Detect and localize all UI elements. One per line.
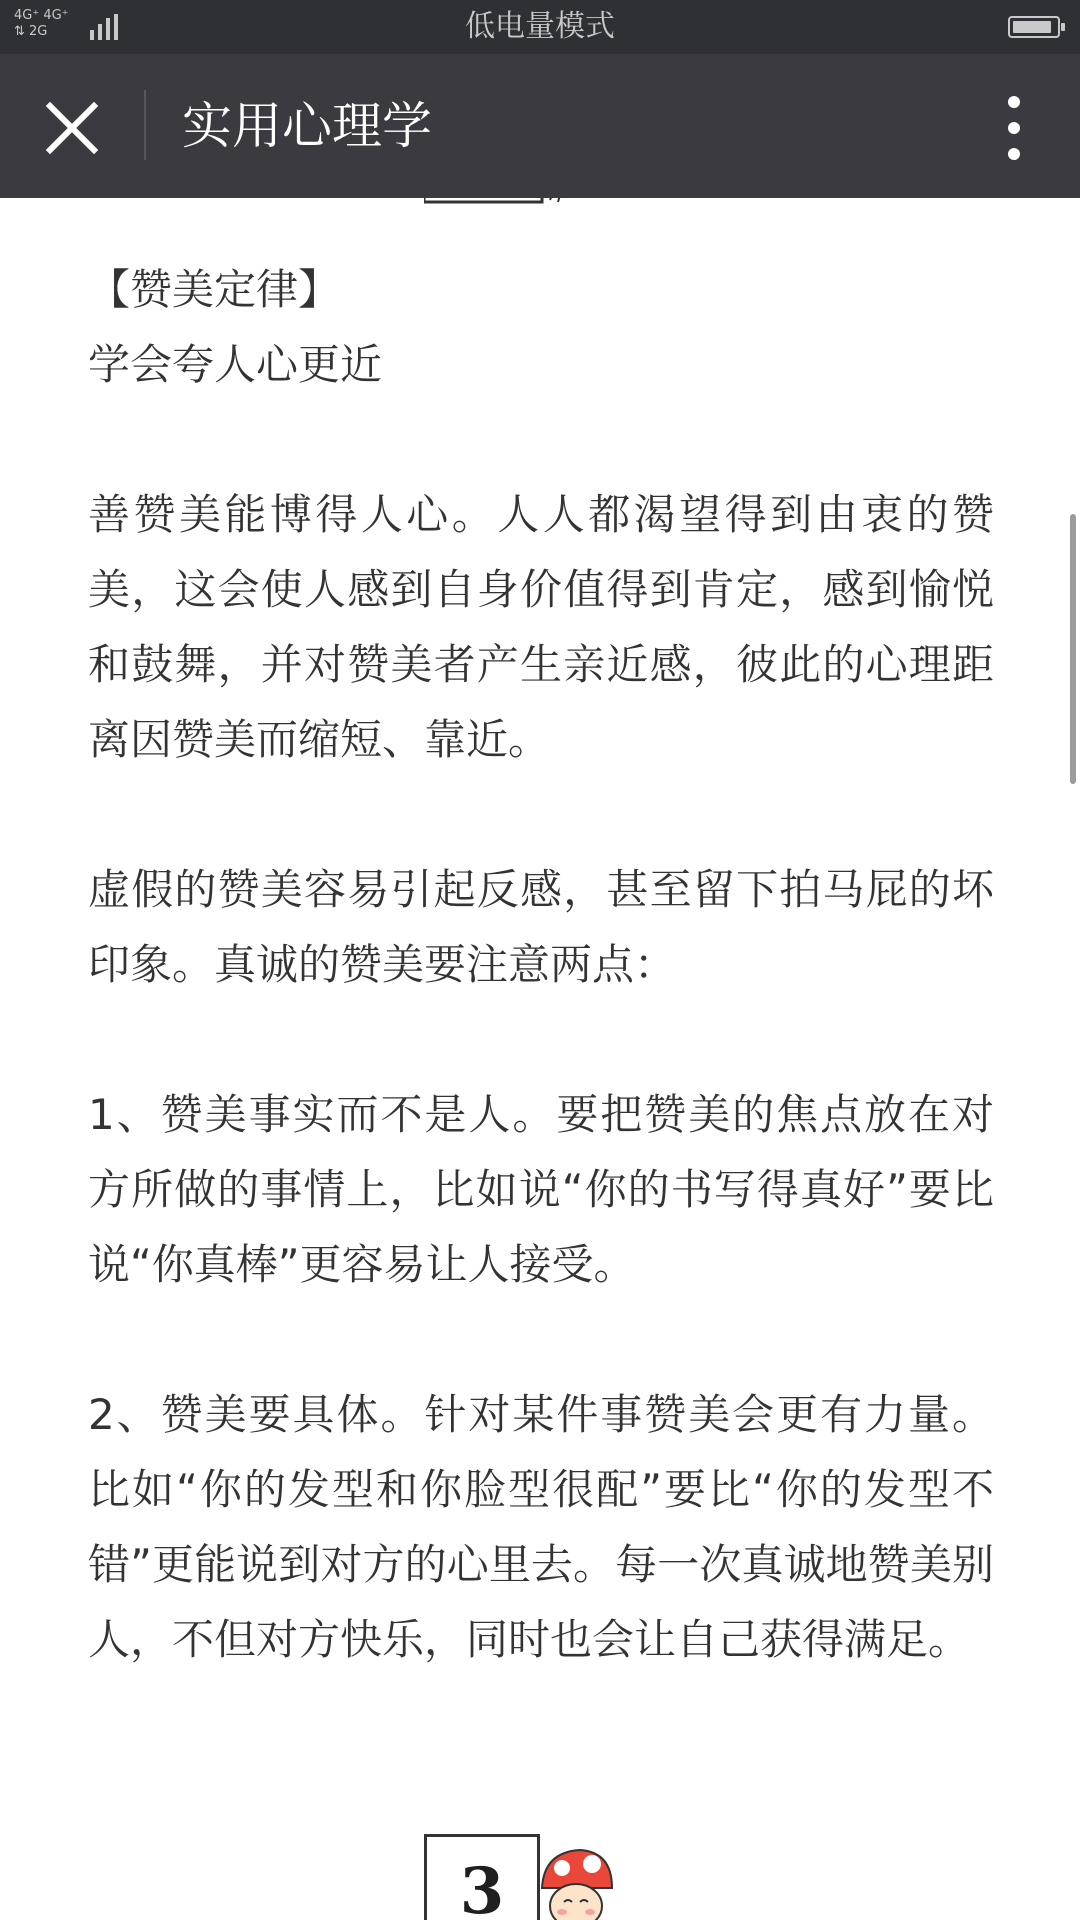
scrollbar[interactable] [1070,514,1076,784]
article-content[interactable] [0,198,1080,1920]
article-heading: 【赞美定律】 [88,265,341,314]
illustration-fragment-top [424,198,584,210]
section-illustration [424,1834,624,1920]
article-body [88,252,994,1677]
network-line-2: ⇅ 2G [14,24,48,39]
article-subheading: 学会夸人心更近 [88,340,383,389]
section-number-card: 3 [424,1834,540,1920]
more-options-button[interactable] [984,88,1044,168]
network-line-1: 4G⁺ 4G⁺ [14,8,69,23]
close-button[interactable] [28,84,116,172]
battery-level [1013,21,1051,33]
nav-bar [0,54,1080,198]
nav-divider [144,90,146,160]
status-bar [0,0,1080,54]
mushroom-mascot-icon [536,1844,616,1920]
article-paragraph: 善赞美能博得人心。人人都渴望得到由衷的赞美，这会使人感到自身价值得到肯定，感到愉悦和鼓舞，并对赞美者产生亲近感，彼此的心理距离因赞美而缩短、靠近。 [88,490,994,764]
article-paragraph: 虚假的赞美容易引起反感，甚至留下拍马屁的坏印象。真诚的赞美要注意两点： [88,865,994,989]
article-paragraph: 2、赞美要具体。针对某件事赞美会更有力量。比如“你的发型和你脸型很配”要比“你的发型不错”更能说到对方的心里去。每一次真诚地赞美别人，不但对方快乐，同时也会让自己获得满足。 [88,1390,994,1664]
page-title: 实用心理学 [182,97,432,155]
battery-icon [1008,16,1060,38]
close-icon [28,84,116,172]
article-paragraph: 1、赞美事实而不是人。要把赞美的焦点放在对方所做的事情上，比如说“你的书写得真好”要比说“你真棒”更容易让人接受。 [88,1090,994,1289]
status-title: 低电量模式 [465,9,615,44]
